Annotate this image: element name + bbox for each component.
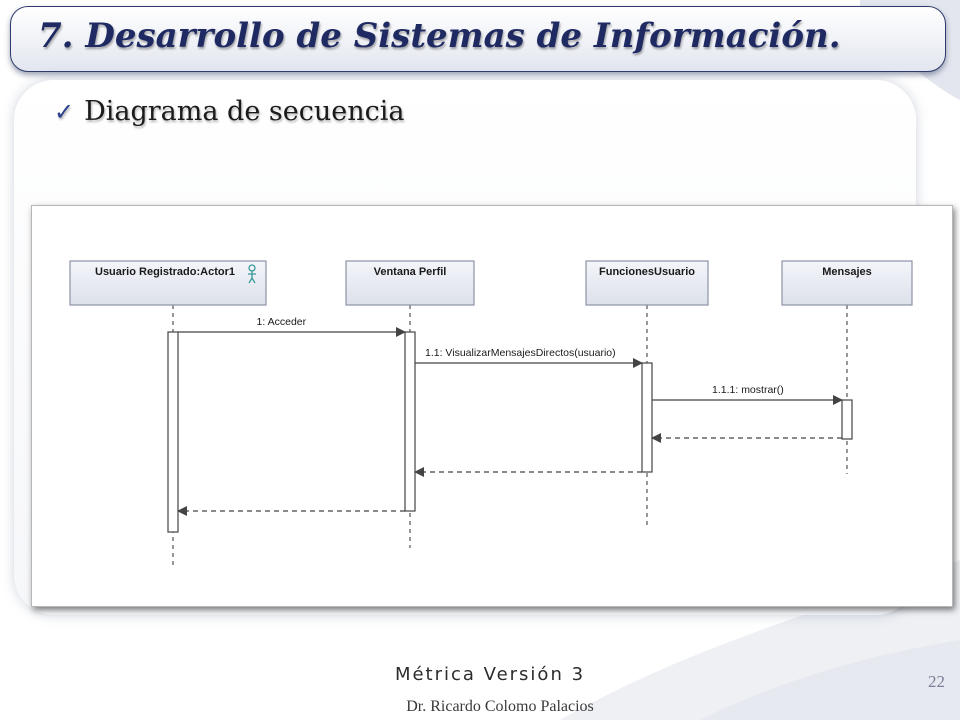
sequence-diagram-frame: [31, 205, 953, 607]
activation-perfil: [405, 332, 415, 511]
message-label-1: 1: Acceder: [256, 316, 307, 328]
lifeline-label-actor: Usuario Registrado:Actor1: [95, 266, 235, 278]
lifeline-label-mensajes: Mensajes: [822, 266, 872, 278]
bullet-text: Diagrama de secuencia: [84, 96, 405, 127]
activation-mensajes: [842, 400, 852, 439]
slide-title: 7. Desarrollo de Sistemas de Información.: [38, 16, 841, 56]
lifeline-label-funciones: FuncionesUsuario: [599, 266, 695, 278]
footer-author: Dr. Ricardo Colomo Palacios: [406, 698, 594, 715]
footer-brand: Métrica Versión 3: [394, 664, 586, 685]
sequence-diagram: [32, 206, 952, 606]
message-label-2: 1.1: VisualizarMensajesDirectos(usuario): [425, 347, 616, 359]
checkmark-icon: ✓: [54, 98, 75, 126]
bullet-item: [54, 96, 404, 127]
message-label-3: 1.1.1: mostrar(): [712, 384, 784, 396]
activation-funciones: [642, 363, 652, 472]
lifeline-label-perfil: Ventana Perfil: [373, 266, 447, 278]
activation-actor: [168, 332, 178, 532]
page-number: 22: [928, 672, 945, 691]
